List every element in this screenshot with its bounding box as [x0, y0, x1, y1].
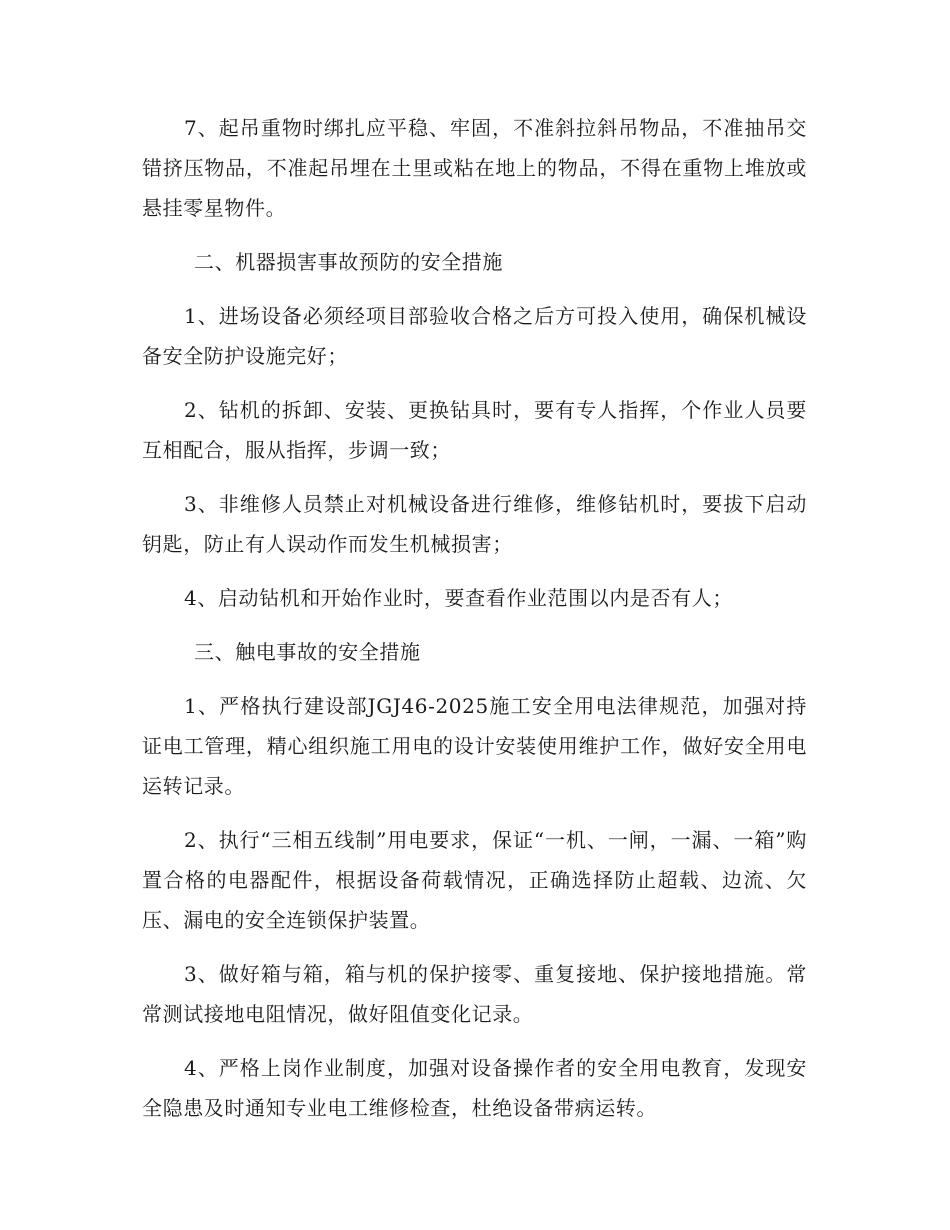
section-heading-machine-injury: 二、机器损害事故预防的安全措施	[194, 250, 503, 274]
paragraph-electric-item-4: 4、严格上岗作业制度，加强对设备操作者的安全用电教育，发现安全隐患及时通知专业电工维修检查，杜绝设备带病运转。	[142, 1056, 807, 1120]
paragraph-lifting-item-7: 7、起吊重物时绑扎应平稳、牢固，不准斜拉斜吊物品，不准抽吊交错挤压物品，不准起吊埋在土里或粘在地上的物品，不得在重物上堆放或悬挂零星物件。	[142, 116, 807, 220]
paragraph-electric-item-2: 2、执行“三相五线制”用电要求，保证“一机、一闸，一漏、一箱”购置合格的电器配件，根据设备荷载情况，正确选择防止超载、边流、欠压、漏电的安全连锁保护装置。	[142, 828, 807, 932]
paragraph-machine-item-1: 1、进场设备必须经项目部验收合格之后方可投入使用，确保机械设备安全防护设施完好；	[142, 304, 807, 368]
paragraph-electric-item-1: 1、严格执行建设部JGJ46-2025施工安全用电法律规范，加强对持证电工管理，精心组织施工用电的设计安装使用维护工作，做好安全用电运转记录。	[142, 694, 807, 798]
paragraph-machine-item-4: 4、启动钻机和开始作业时，要查看作业范围以内是否有人；	[184, 586, 733, 610]
document-body	[142, 108, 807, 1142]
paragraph-electric-item-3: 3、做好箱与箱，箱与机的保护接零、重复接地、保护接地措施。常常测试接地电阻情况，做好阻值变化记录。	[142, 962, 807, 1026]
paragraph-machine-item-3: 3、非维修人员禁止对机械设备进行维修，维修钻机时，要拔下启动钥匙，防止有人误动作而发生机械损害；	[142, 492, 807, 556]
paragraph-machine-item-2: 2、钻机的拆卸、安装、更换钻具时，要有专人指挥，个作业人员要互相配合，服从指挥，步调一致；	[142, 398, 807, 462]
section-heading-electric-shock: 三、触电事故的安全措施	[194, 640, 421, 664]
